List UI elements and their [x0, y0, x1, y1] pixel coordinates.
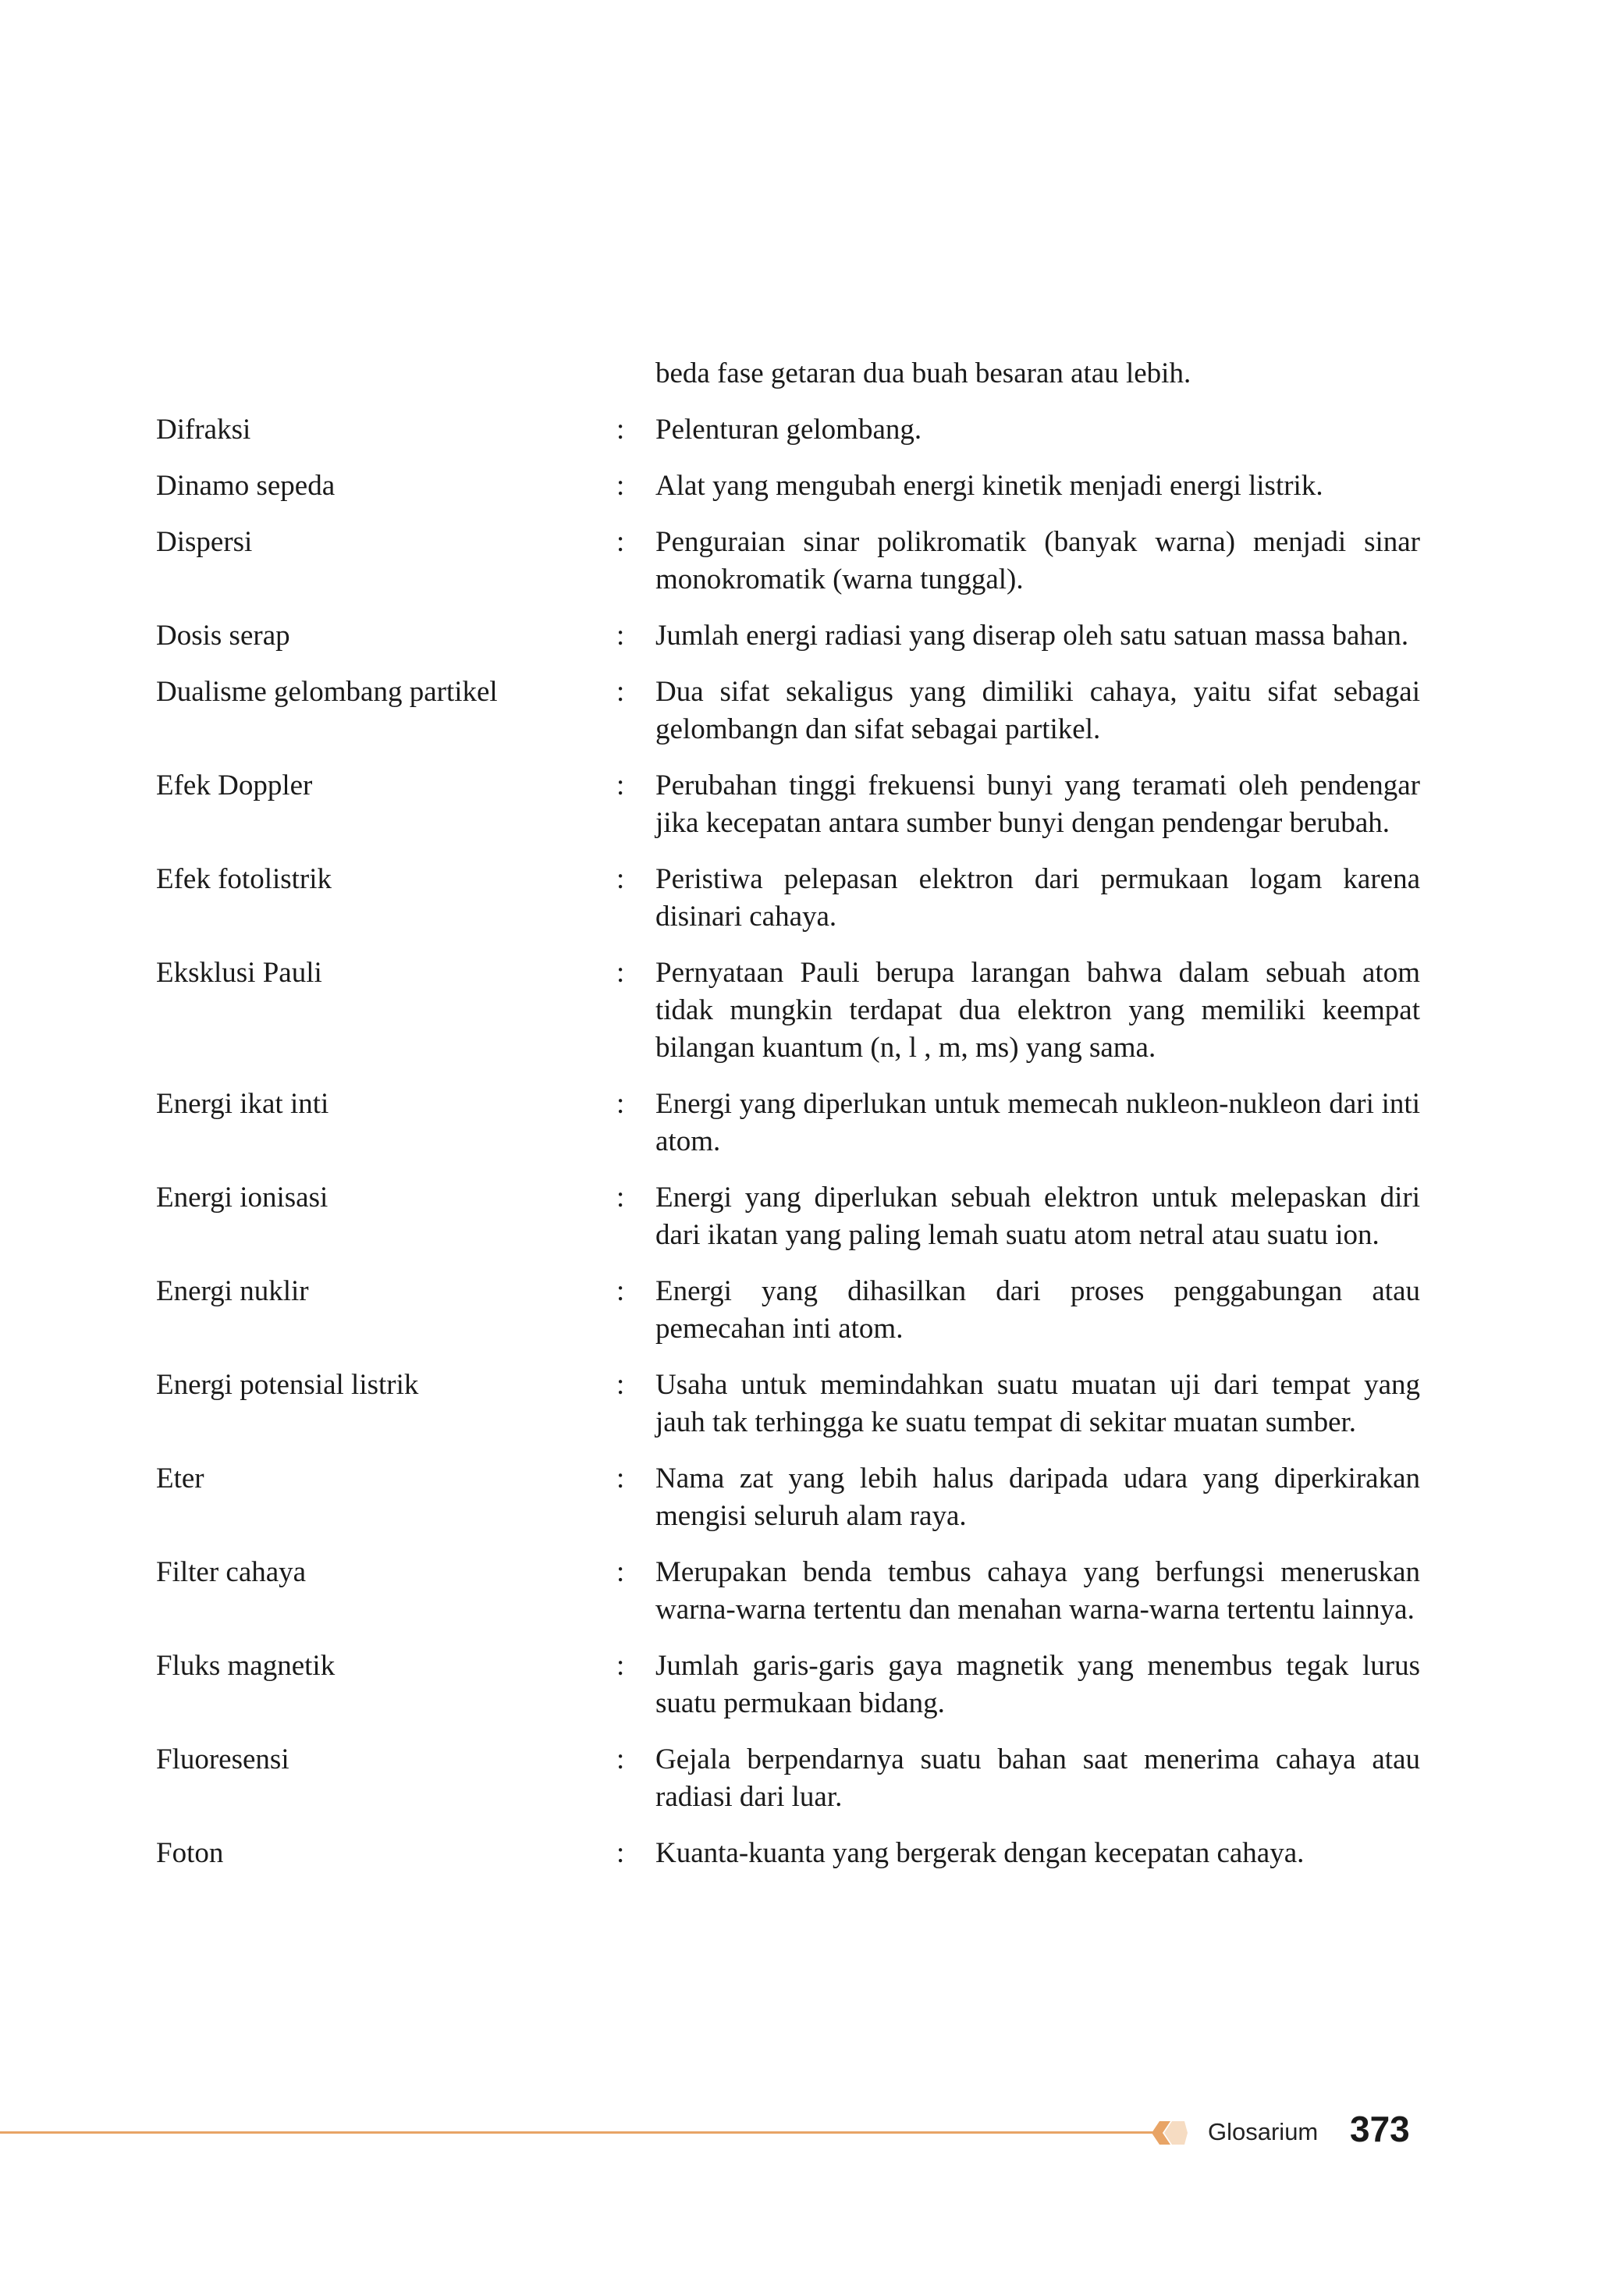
- glossary-separator: :: [616, 470, 625, 502]
- glossary-separator: :: [616, 676, 625, 708]
- glossary-definition: Energi yang diperlukan sebuah elektron untuk melepaskan diri dari ikatan yang paling lemah suatu atom netral atau suatu ion.: [655, 1182, 1420, 1251]
- glossary-term: Filter cahaya: [156, 1556, 307, 1588]
- glossary-separator: :: [616, 1088, 625, 1120]
- glossary-entry: [156, 617, 1420, 655]
- glossary-separator: :: [616, 1275, 625, 1307]
- glossary-definition: Nama zat yang lebih halus daripada udara yang diperkirakan mengisi seluruh alam raya.: [655, 1463, 1420, 1532]
- glossary-definition: Usaha untuk memindahkan suatu muatan uji dari tempat yang jauh tak terhingga ke suatu tempat di sekitar muatan sumber.: [655, 1369, 1420, 1438]
- glossary-definition: Kuanta-kuanta yang bergerak dengan kecepatan cahaya.: [655, 1837, 1305, 1869]
- glossary-definition: Energi yang diperlukan untuk memecah nukleon-nukleon dari inti atom.: [655, 1088, 1420, 1157]
- glossary-entry: [156, 1741, 1420, 1816]
- footer-tab-icon: [1145, 2120, 1189, 2146]
- glossary-continuation: beda fase getaran dua buah besaran atau lebih.: [655, 357, 1191, 389]
- glossary-definition: Gejala berpendarnya suatu bahan saat menerima cahaya atau radiasi dari luar.: [655, 1743, 1420, 1813]
- glossary-separator: :: [616, 620, 625, 652]
- glossary-separator: :: [616, 414, 625, 446]
- glossary-term: Fluks magnetik: [156, 1650, 336, 1682]
- glossary-separator: :: [616, 1743, 625, 1775]
- glossary-term: Energi nuklir: [156, 1275, 309, 1307]
- glossary-definition: Perubahan tinggi frekuensi bunyi yang teramati oleh pendengar jika kecepatan antara sumber bunyi dengan pendengar berubah.: [655, 769, 1420, 839]
- glossary-separator: :: [616, 863, 625, 895]
- glossary-definition: Peristiwa pelepasan elektron dari permukaan logam karena disinari cahaya.: [655, 863, 1420, 933]
- footer-rule: [0, 2131, 1155, 2134]
- glossary-entry: [156, 411, 1420, 449]
- glossary-separator: :: [616, 1369, 625, 1401]
- glossary-entries: [156, 411, 1420, 1872]
- glossary-definition: Jumlah garis-garis gaya magnetik yang menembus tegak lurus suatu permukaan bidang.: [655, 1650, 1420, 1719]
- glossary-entry: [156, 767, 1420, 842]
- glossary-entry: [156, 1554, 1420, 1629]
- glossary-term: Dualisme gelombang partikel: [156, 676, 498, 708]
- glossary-separator: :: [616, 1556, 625, 1588]
- glossary-term: Foton: [156, 1837, 224, 1869]
- glossary-entry: [156, 674, 1420, 748]
- glossary-separator: :: [616, 957, 625, 989]
- glossary-term: Fluoresensi: [156, 1743, 289, 1775]
- glossary-separator: :: [616, 1182, 625, 1214]
- glossary-term: Dinamo sepeda: [156, 470, 336, 502]
- page-number: 373: [1350, 2109, 1410, 2149]
- glossary-separator: :: [616, 526, 625, 558]
- glossary-separator: :: [616, 1837, 625, 1869]
- glossary-term: Efek Doppler: [156, 769, 313, 801]
- glossary-separator: :: [616, 1650, 625, 1682]
- glossary-entry: [156, 1460, 1420, 1535]
- glossary-definition: Dua sifat sekaligus yang dimiliki cahaya, yaitu sifat sebagai gelombangn dan sifat sebagai partikel.: [655, 676, 1420, 745]
- glossary-definition: Energi yang dihasilkan dari proses penggabungan atau pemecahan inti atom.: [655, 1275, 1420, 1345]
- glossary-term: Energi potensial listrik: [156, 1369, 419, 1401]
- glossary-term: Efek fotolistrik: [156, 863, 332, 895]
- glossary-entry: [156, 954, 1420, 1067]
- glossary-definition: Alat yang mengubah energi kinetik menjadi energi listrik.: [655, 470, 1323, 502]
- glossary-term: Difraksi: [156, 414, 251, 446]
- glossary-entry: [156, 861, 1420, 936]
- glossary-entry: [156, 1835, 1420, 1872]
- glossary-term: Dispersi: [156, 526, 253, 558]
- glossary-entry: [156, 524, 1420, 599]
- glossary-separator: :: [616, 1463, 625, 1495]
- glossary-entry: [156, 1273, 1420, 1348]
- glossary-definition: Merupakan benda tembus cahaya yang berfungsi meneruskan warna-warna tertentu dan menahan warna-warna tertentu lainnya.: [655, 1556, 1420, 1626]
- glossary-term: Dosis serap: [156, 620, 290, 652]
- glossary-entry: [156, 1179, 1420, 1254]
- glossary-separator: :: [616, 769, 625, 801]
- glossary-entry: [156, 1367, 1420, 1441]
- glossary-definition: Jumlah energi radiasi yang diserap oleh satu satuan massa bahan.: [655, 620, 1409, 652]
- glossary-term: Eksklusi Pauli: [156, 957, 322, 989]
- glossary-term: Energi ikat inti: [156, 1088, 329, 1120]
- glossary-entry: [156, 467, 1420, 505]
- glossary-definition: Pelenturan gelombang.: [655, 414, 922, 446]
- glossary-list: [156, 355, 1420, 1891]
- glossary-entry: [156, 1647, 1420, 1722]
- glossary-term: Energi ionisasi: [156, 1182, 328, 1214]
- glossary-entry: [156, 1086, 1420, 1160]
- glossary-definition: Pernyataan Pauli berupa larangan bahwa dalam sebuah atom tidak mungkin terdapat dua elektron yang memiliki keempat bilangan kuantum (n, l , m, ms) yang sama.: [655, 957, 1420, 1064]
- footer-section-label: Glosarium: [1208, 2118, 1319, 2145]
- glossary-definition: Penguraian sinar polikromatik (banyak warna) menjadi sinar monokromatik (warna tunggal).: [655, 526, 1420, 595]
- glossary-term: Eter: [156, 1463, 204, 1495]
